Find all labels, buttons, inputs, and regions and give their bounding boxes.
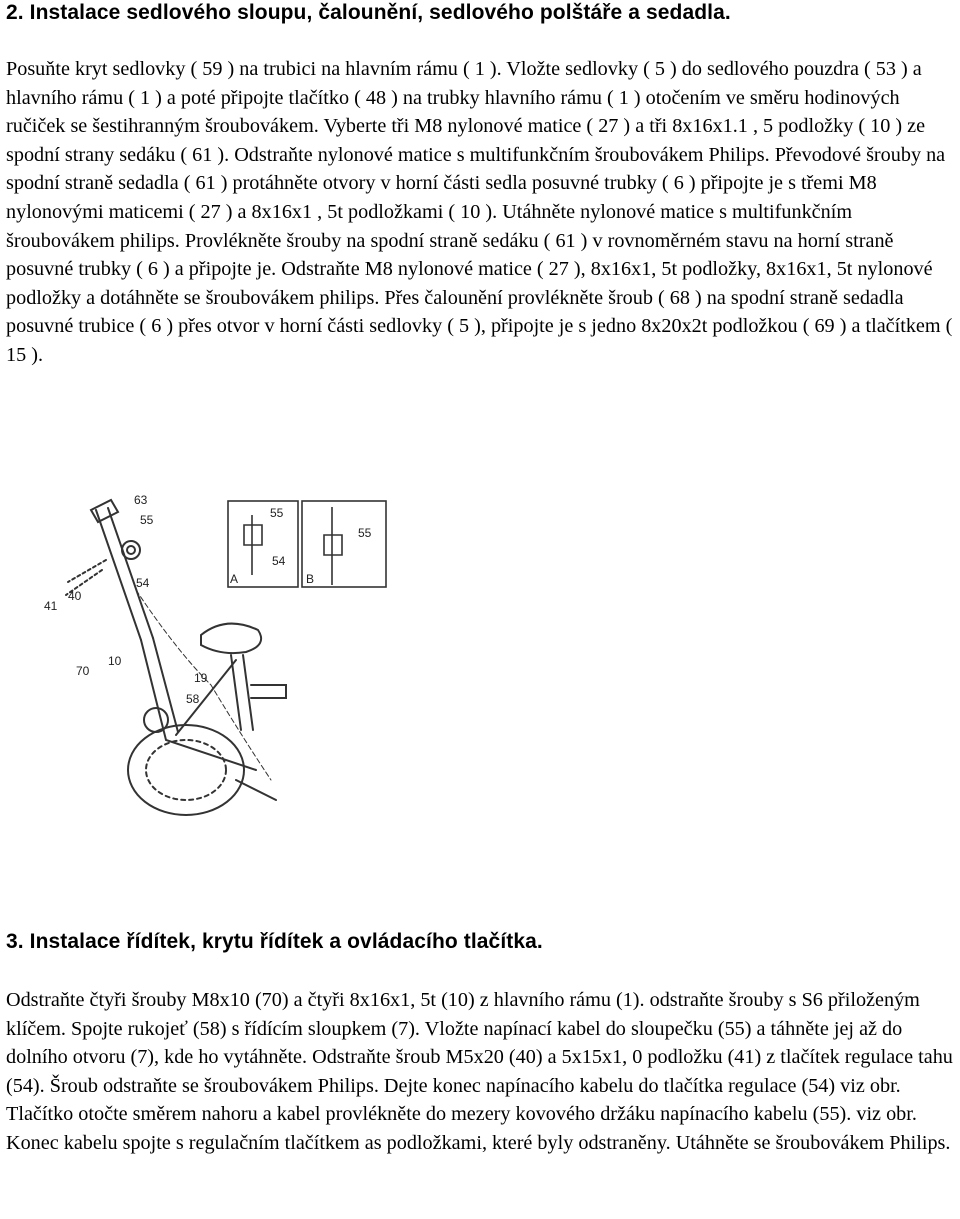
detail-b-bracket <box>324 507 342 585</box>
callout-19: 19 <box>194 671 208 685</box>
detail-callout-55-b: 55 <box>358 526 372 540</box>
seat-post-drawing <box>231 655 253 730</box>
callout-55: 55 <box>140 513 154 527</box>
detail-callout-55: 55 <box>270 506 284 520</box>
callout-54: 54 <box>136 576 150 590</box>
callout-70: 70 <box>76 664 90 678</box>
section-3-heading: 3. Instalace řídítek, krytu řídítek a ovládacího tlačítka. <box>6 930 543 953</box>
callout-58: 58 <box>186 692 200 706</box>
section-2-heading: 2. Instalace sedlového sloupu, čalounění, sedlového polštáře a sedadla. <box>6 1 731 24</box>
section-3-paragraph: Odstraňte čtyři šrouby M8x10 (70) a čtyři 8x16x1, 5t (10) z hlavního rámu (1). odstraňte šrouby s S6 přiloženým klíčem. Spojte rukojeť (58) s řídícím sloupkem (7). Vložte napínací kabel do sloupečku (55) a táhněte jej až do dolního otvoru (7), kde ho vytáhněte. Odstraňte šroub M5x20 (40) a 5x15x1, 0 podložku (41) z tlačítek regulace tahu (54). Šroub odstraňte se šroubovákem Philips. Dejte konec napínacího kabelu do tlačítka regulace (54) viz obr. Tlačítko otočte směrem nahoru a kabel provlékněte do mezery kovového držáku napínacího kabelu (55). viz obr. Konec kabelu spojte s regulačním tlačítkem as podložkami, které byly odstraněny. Utáhněte se šroubovákem Philips. <box>6 989 953 1154</box>
handlebar-post-drawing <box>96 508 153 640</box>
detail-a-bracket <box>244 515 262 575</box>
callout-10: 10 <box>108 654 122 668</box>
callout-63: 63 <box>134 493 148 507</box>
section-2-paragraph: Posuňte kryt sedlovky ( 59 ) na trubici na hlavním rámu ( 1 ). Vložte sedlovky ( 5 ) do sedlového pouzdra ( 53 ) a hlavního rámu ( 1 ) a poté připojte tlačítko ( 48 ) na trubky hlavního rámu ( 1 ) otočením ve směru hodinových ručiček se šestihranným šroubovákem. Vyberte tři M8 nylonové matice ( 27 ) a tři 8x16x1.1 , 5 podložky ( 10 ) ze spodní strany sedáku ( 61 ). Odstraňte nylonové matice s multifunkčním šroubovákem Philips. Převodové šrouby na spodní straně sedadla ( 61 ) protáhněte otvory v horní části sedla posuvné trubky ( 6 ) připojte je s třemi M8 nylonovými maticemi ( 27 ) a 8x16x1 , 5t podložkami ( 10 ). Utáhněte nylonové matice s multifunkčním šroubovákem philips. Provlékněte šrouby na spodní straně sedáku ( 61 ) v rovnoměrném stavu na horní straně posuvné trubky ( 6 ) a připojte je. Odstraňte M8 nylonové matice ( 27 ), 8x16x1, 5t podložky, 8x16x1, 5t nylonové podložky a dotáhněte se šroubovákem philips. Přes čalounění provlékněte šroub ( 68 ) na spodní straně sedadla posuvné trubice ( 6 ) přes otvor v horní části sedlovky ( 5 ), připojte je s jedno 8x20x2t podložkou ( 69 ) a tlačítkem ( 15 ). <box>6 58 953 366</box>
callout-40: 40 <box>68 589 82 603</box>
detail-label-a: A <box>230 572 239 586</box>
detail-callout-54: 54 <box>272 554 286 568</box>
detail-diagram <box>222 495 392 595</box>
detail-label-b: B <box>306 572 315 586</box>
callout-41: 41 <box>44 599 58 613</box>
